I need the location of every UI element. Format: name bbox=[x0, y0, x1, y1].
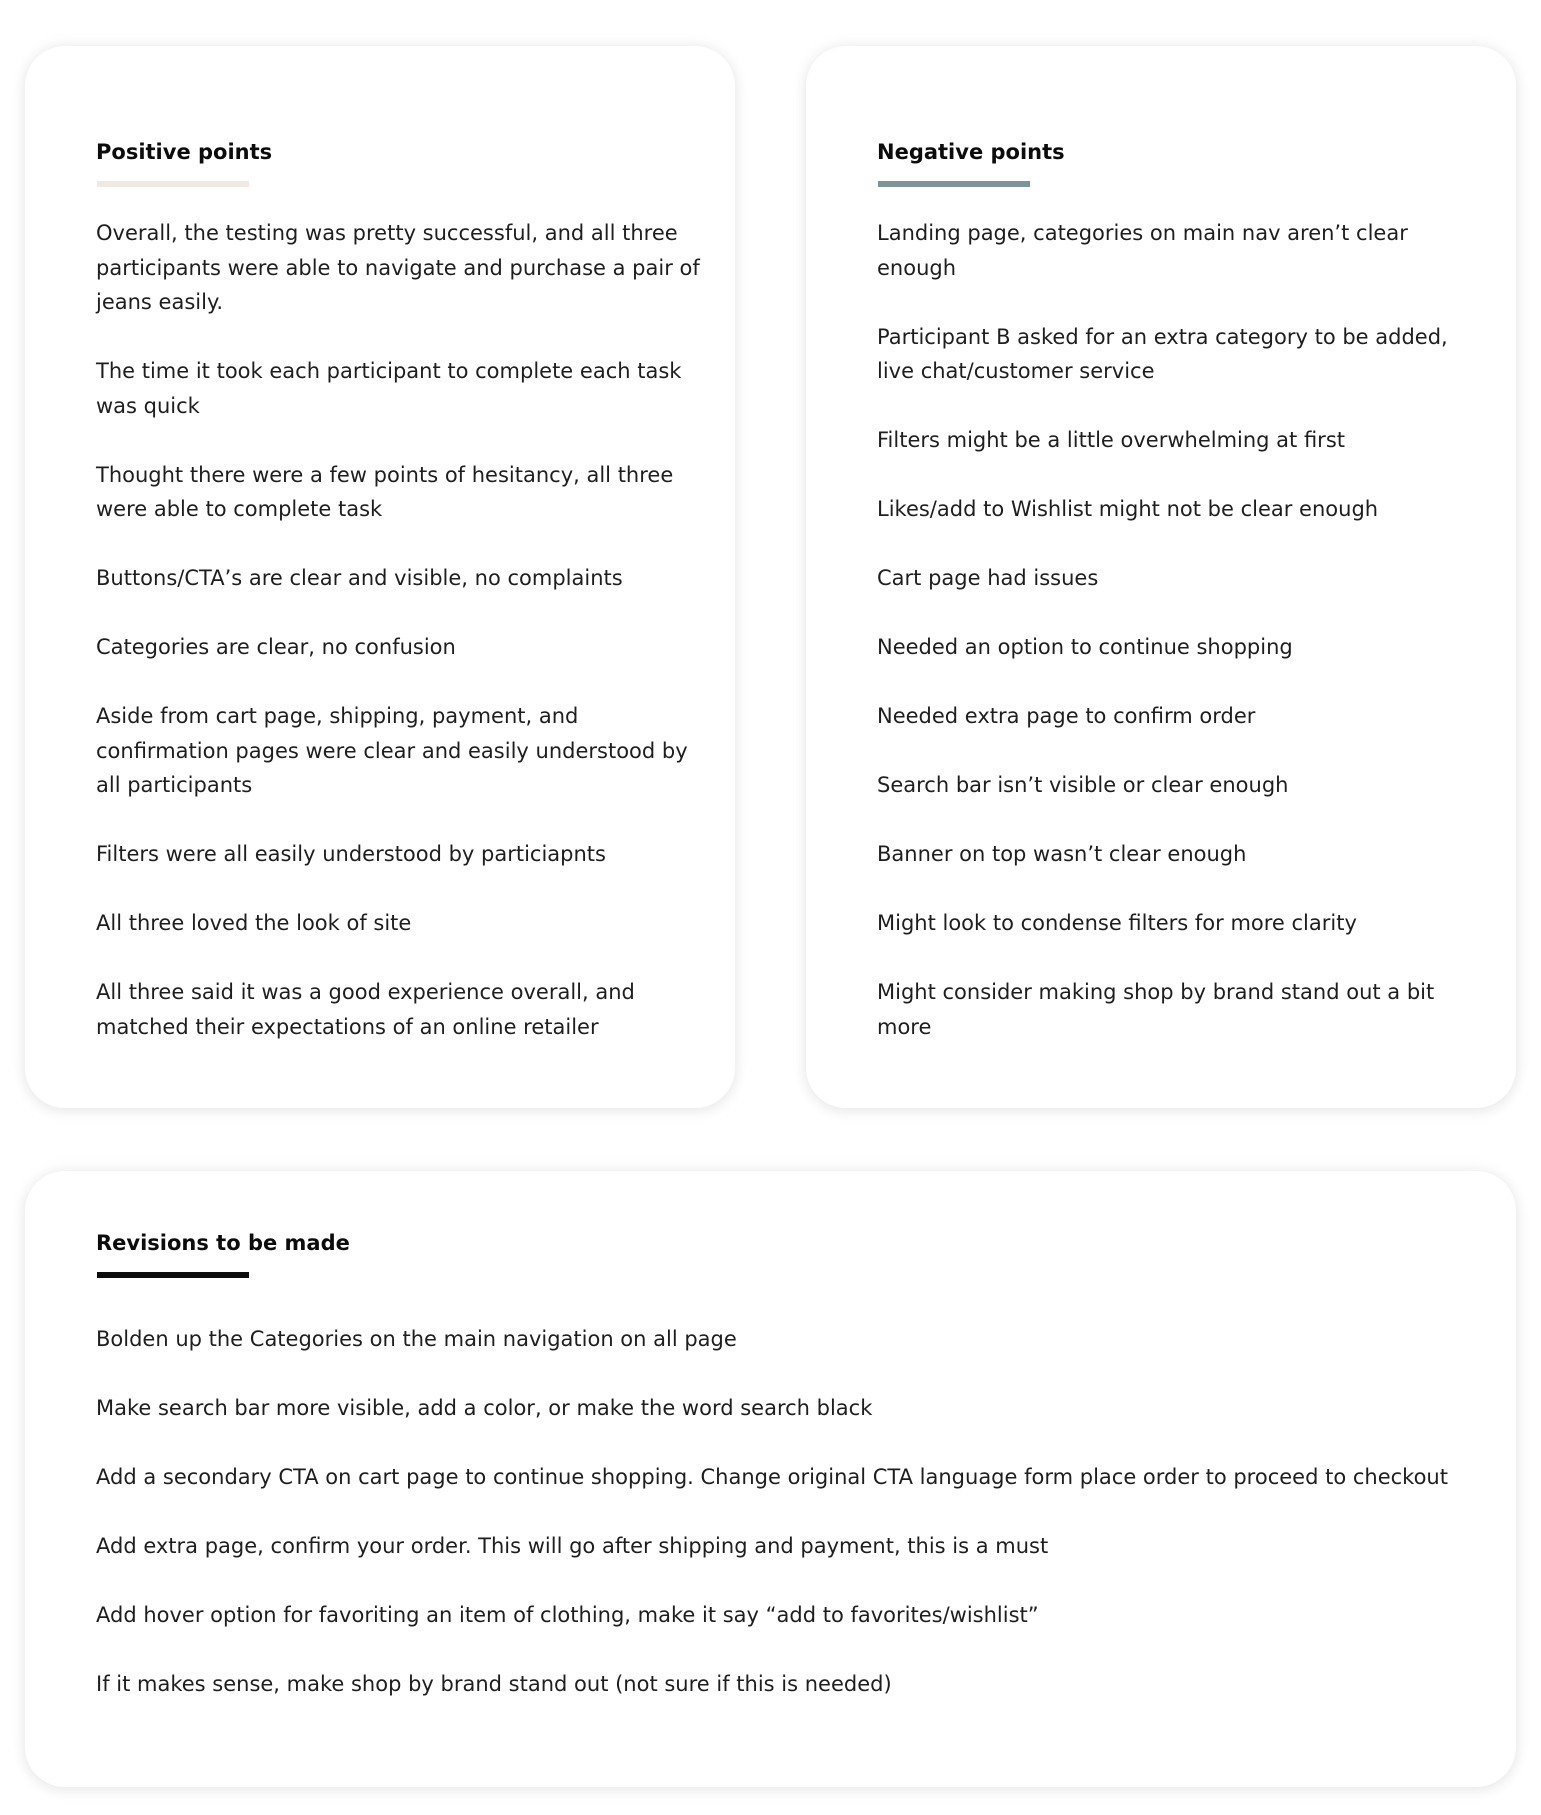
positive-point-item: Categories are clear, no confusion bbox=[96, 635, 456, 659]
positive-points-card bbox=[25, 46, 735, 1108]
negative-point-item: Banner on top wasn’t clear enough bbox=[877, 842, 1247, 866]
revision-item: Add hover option for favoriting an item of clothing, make it say “add to favorites/wishlist” bbox=[96, 1603, 1039, 1627]
revisions-card bbox=[25, 1171, 1516, 1787]
revision-item: If it makes sense, make shop by brand stand out (not sure if this is needed) bbox=[96, 1672, 892, 1696]
positive-points-underline bbox=[97, 181, 249, 187]
positive-point-item: Overall, the testing was pretty successful, and all three participants were able to navigate and purchase a pair of jeans easily. bbox=[96, 221, 700, 314]
positive-point-item: Thought there were a few points of hesitancy, all three were able to complete task bbox=[96, 462, 674, 521]
negative-point-item: Filters might be a little overwhelming at first bbox=[877, 428, 1345, 452]
positive-point-item: Aside from cart page, shipping, payment, and confirmation pages were clear and easily understood by all participants bbox=[96, 704, 688, 797]
negative-point-item: Search bar isn’t visible or clear enough bbox=[877, 773, 1289, 797]
revision-item: Bolden up the Categories on the main navigation on all page bbox=[96, 1327, 737, 1351]
positive-points-list bbox=[96, 216, 706, 1079]
negative-points-title: Negative points bbox=[877, 140, 1065, 164]
negative-point-item: Cart page had issues bbox=[877, 566, 1099, 590]
negative-point-item: Likes/add to Wishlist might not be clear enough bbox=[877, 497, 1379, 521]
positive-point-item: All three said it was a good experience overall, and matched their expectations of an online retailer bbox=[96, 980, 635, 1039]
revision-item: Add a secondary CTA on cart page to continue shopping. Change original CTA language form place order to proceed to checkout bbox=[96, 1465, 1448, 1489]
positive-point-item: The time it took each participant to complete each task was quick bbox=[96, 359, 682, 418]
revisions-list bbox=[96, 1322, 1496, 1736]
revisions-title: Revisions to be made bbox=[96, 1231, 350, 1255]
positive-point-item: Buttons/CTA’s are clear and visible, no complaints bbox=[96, 566, 623, 590]
negative-points-card bbox=[806, 46, 1516, 1108]
negative-point-item: Might consider making shop by brand stand out a bit more bbox=[877, 980, 1435, 1039]
positive-points-title: Positive points bbox=[96, 140, 273, 164]
negative-point-item: Might look to condense filters for more clarity bbox=[877, 911, 1357, 935]
revisions-underline bbox=[97, 1272, 249, 1278]
negative-point-item: Landing page, categories on main nav aren’t clear enough bbox=[877, 221, 1408, 280]
positive-point-item: Filters were all easily understood by particiapnts bbox=[96, 842, 606, 866]
negative-points-underline bbox=[878, 181, 1030, 187]
negative-point-item: Needed extra page to confirm order bbox=[877, 704, 1256, 728]
revision-item: Add extra page, confirm your order. This will go after shipping and payment, this is a must bbox=[96, 1534, 1049, 1558]
negative-point-item: Needed an option to continue shopping bbox=[877, 635, 1293, 659]
negative-points-list bbox=[877, 216, 1487, 1079]
revision-item: Make search bar more visible, add a color, or make the word search black bbox=[96, 1396, 873, 1420]
positive-point-item: All three loved the look of site bbox=[96, 911, 412, 935]
negative-point-item: Participant B asked for an extra category to be added, live chat/customer service bbox=[877, 324, 1448, 383]
